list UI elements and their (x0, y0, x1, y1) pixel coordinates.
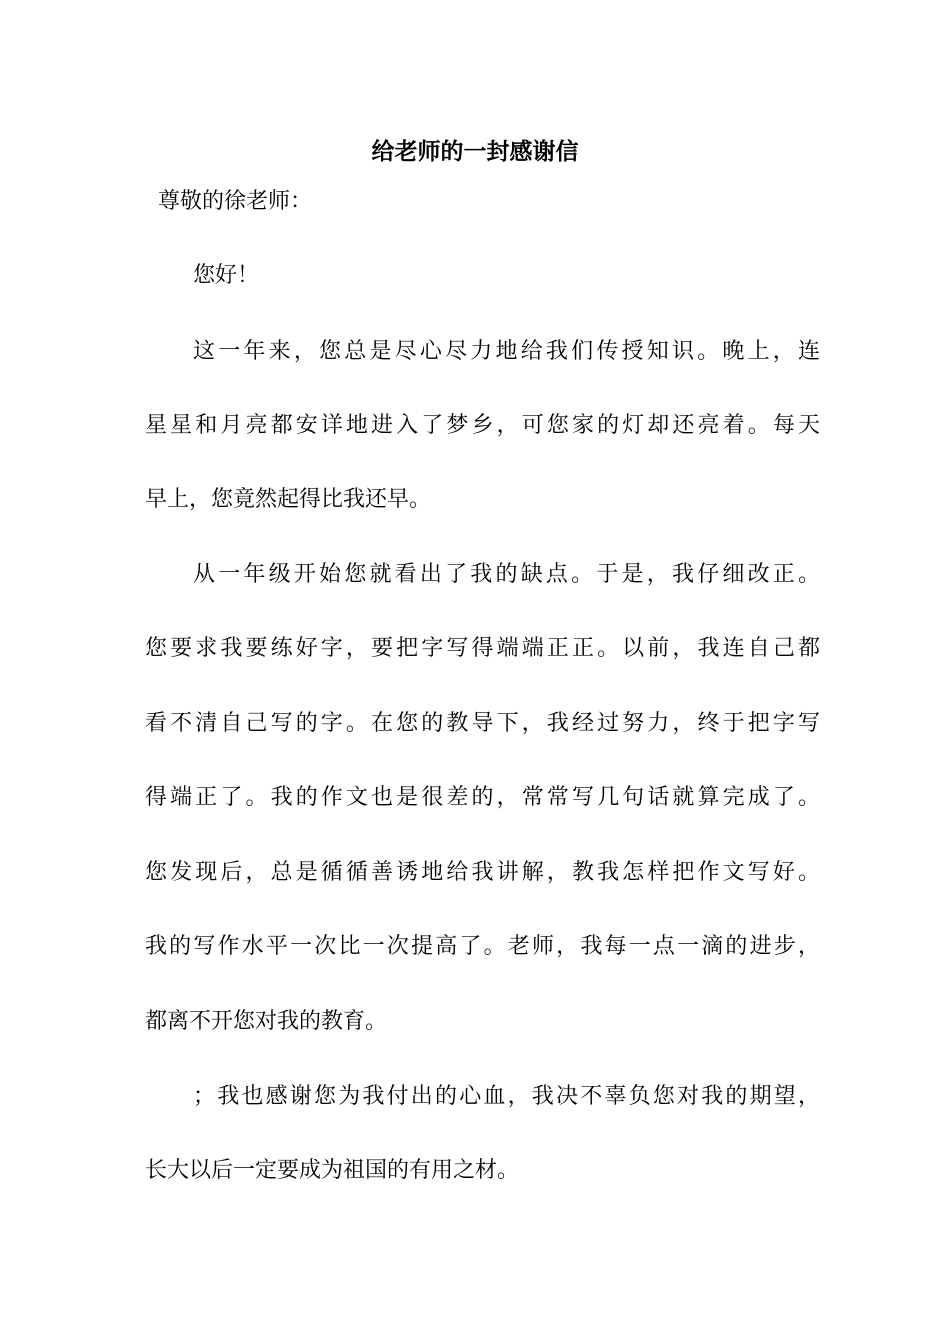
body-line: 看不清自己写的字。在您的教导下，我经过努力，终于把字写 (145, 711, 820, 736)
body-line: ；我也感谢您为我付出的心血，我决不辜负您对我的期望， (193, 1084, 820, 1109)
body-line: 都离不开您对我的教育。 (145, 1009, 388, 1034)
body-line: 您发现后，总是循循善诱地给我讲解，教我怎样把作文写好。 (145, 860, 820, 885)
body-line: 星星和月亮都安详地进入了梦乡，可您家的灯却还亮着。每天 (145, 413, 820, 438)
body-line: 得端正了。我的作文也是很差的，常常写几句话就算完成了。 (145, 785, 820, 810)
body-line: 早上，您竟然起得比我还早。 (145, 487, 432, 512)
body-line: 这一年来，您总是尽心尽力地给我们传授知识。晚上，连 (193, 339, 820, 364)
letter-title: 给老师的一封感谢信 (371, 138, 579, 165)
body-line: 长大以后一定要成为祖国的有用之材。 (145, 1158, 520, 1183)
body-line: 我的写作水平一次比一次提高了。老师，我每一点一滴的进步， (145, 934, 820, 959)
body-line: 从一年级开始您就看出了我的缺点。于是，我仔细改正。 (193, 562, 820, 587)
body-line: 您要求我要练好字，要把字写得端端正正。以前，我连自己都 (145, 636, 820, 661)
greeting: 您好！ (193, 263, 260, 288)
salutation: 尊敬的徐老师： (158, 189, 313, 214)
